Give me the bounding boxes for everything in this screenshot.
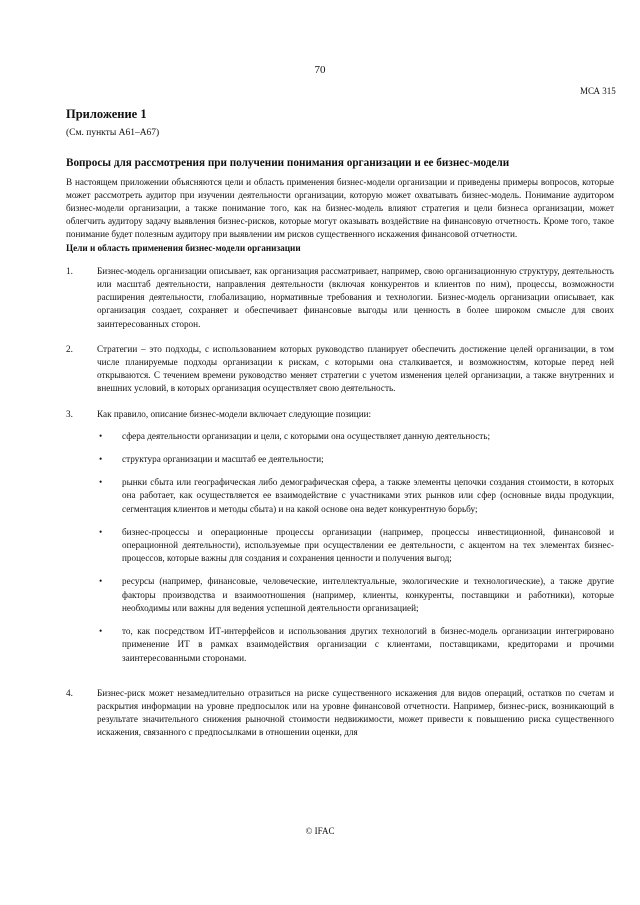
standard-reference: МСА 315 [580,86,616,96]
section-title: Вопросы для рассмотрения при получении понимания организации и ее бизнес-модели [66,157,510,170]
page-content [66,108,614,752]
numbered-item-2 [66,343,614,396]
appendix-reference: (См. пункты A61–A67) [66,128,160,139]
bullet-item [97,453,614,466]
numbered-item-1 [66,265,614,331]
item-text: Бизнес-модель организации описывает, как организация рассматривает, например, свою организационную структуру, деятельность или масштаб деятельности, направления деятельности (включая конкурентов и клиентов по ним), процессы, возможности расширения деятельности, глобализацию, нормативные требования и технологии. Бизнес-модель организации описывает, как организация создает, сохраняет и обеспечивает финансовые выгоды или ценность в более широком смысле для своих заинтересованных сторон. [97,265,614,329]
bullet-text: то, как посредством ИТ-интерфейсов и использования других технологий в бизнес-модель организации интегрировано применение ИТ в рамках взаимодействия организации с клиентами, поставщиками, кредиторами и прочими заинтересованными сторонами. [122,626,614,663]
item-number: 1. [66,265,73,276]
bullet-item [97,476,614,516]
bullet-text: бизнес-процессы и операционные процессы организации (например, процессы инвестиционной, финансовой и операционной деятельности), используемые при осуществлении ее деятельности, с акцентом на тех элементах бизнес-процессов, которые важны для создания и сохранения ценности и получения выгод; [122,526,614,564]
bullet-item [97,430,614,443]
item-number: 3. [66,408,73,419]
bullet-mark: • [99,430,103,441]
bullet-text: ресурсы (например, финансовые, человеческие, интеллектуальные, экологические и технологические), а также другие факторы производства и взаимоотношения (например, клиенты, конкуренты, поставщики и работники), которые необходимы или важны для ведения успешной деятельности организацией; [122,576,614,613]
subheading: Цели и область применения бизнес-модели организации [66,242,301,253]
bullet-mark: • [99,576,103,587]
item-text: Бизнес-риск может незамедлительно отразиться на риске существенного искажения для видов операций, остатков по счетам и раскрытия информации на уровне предпосылок или на уровне финансовой отчетности. Например, бизнес-риск, возникающий в результате значительного снижения рыночной стоимости недвижимости, может привести к повышению риска существенного искажения, связанного с предпосылками в отношении оценки, для [97,687,614,738]
page-number: 70 [314,64,326,76]
bullet-text: сфера деятельности организации и цели, с которыми она осуществляет данную деятельность; [122,430,491,441]
bullet-item [97,526,614,566]
item-body [97,408,614,675]
bullet-mark: • [99,626,103,637]
bullet-mark: • [99,526,103,537]
numbered-item-4 [66,687,614,740]
bullet-item [97,575,614,615]
item-number: 4. [66,687,73,698]
item-number: 2. [66,343,73,354]
footer-copyright: © IFAC [305,826,335,836]
bullet-mark: • [99,454,103,465]
appendix-title: Приложение 1 [66,107,147,121]
bullet-text: рынки сбыта или географическая либо демографическая сфера, а также элементы цепочки создания стоимости, в которых она работает, как осуществляется ее взаимодействие с участниками этих рынков или сфер (основные виды продукции, сегментация клиентов и методы сбыта) и на какой основе она ведет конкурентную борьбу; [122,477,614,514]
bullet-text: структура организации и масштаб ее деятельности; [122,454,324,465]
item-text: Как правило, описание бизнес-модели включает следующие позиции: [97,408,372,419]
item-text: Стратегии – это подходы, с использованием которых руководство планирует обеспечить достижение целей организации, в том числе планируемые подходы организации к рискам, с которыми она сталкивается, и возможностям, которые перед ней открываются. С течением времени руководство меняет стратегии с учетом изменения целей организации, а также внутренних и внешних условий, в которых организация осуществляет свою деятельность. [97,343,614,394]
intro-paragraph: В настоящем приложении объясняются цели и область применения бизнес-модели организации и приведены примеры вопросов, которые может рассмотреть аудитор при изучении деятельности организации, которую может охватывать бизнес-модель. Понимание аудитором бизнес-модели организации, а также понимание того, как на бизнес-модель влияют стратегия и цели бизнеса организации, может облегчить аудитору задачу выявления бизнес-рисков, которые могут оказывать воздействие на финансовую отчетность. Кроме того, такое понимание будет полезным аудитору при выявлении им рисков существенного искажения финансовой отчетности. [66,176,614,240]
bullet-mark: • [99,477,103,488]
bullet-list [97,430,614,665]
bullet-item [97,625,614,665]
numbered-item-3 [66,408,614,675]
